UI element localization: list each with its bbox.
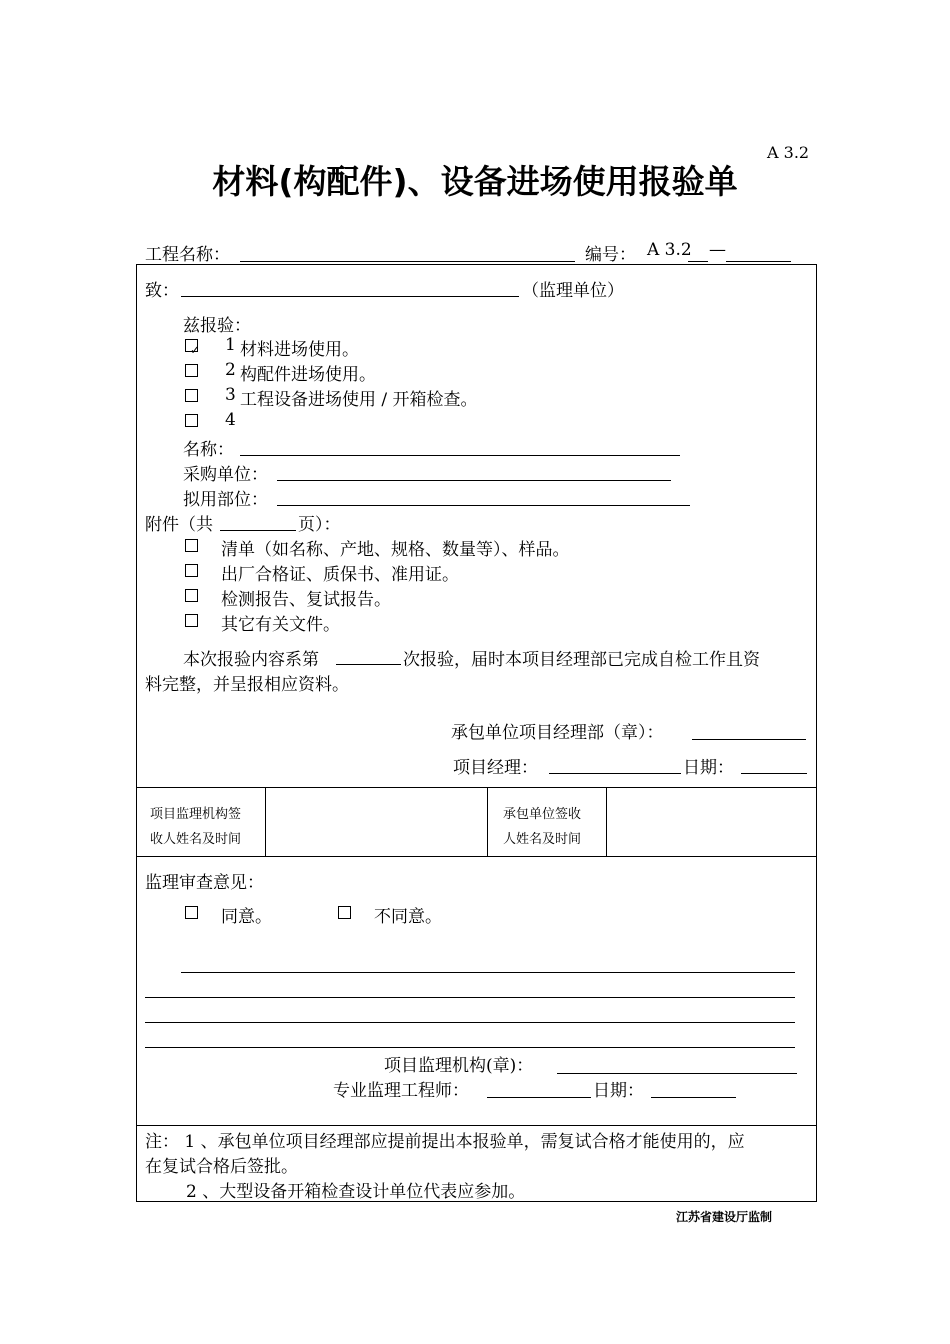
opinion-line-1[interactable]	[181, 972, 795, 973]
location-label: 拟用部位：	[183, 490, 268, 510]
project-name-label: 工程名称：	[145, 245, 230, 265]
attachment-checkbox-1[interactable]	[185, 539, 198, 552]
supervisor-receipt-label-1: 项目监理机构签	[150, 807, 242, 822]
manager-field[interactable]	[549, 773, 681, 774]
supervisor-receipt-cell[interactable]	[266, 788, 486, 855]
note-line-1: 注： 1 、承包单位项目经理部应提前提出本报验单，需复试合格才能使用的，应	[145, 1132, 745, 1152]
contractor-seal-field[interactable]	[692, 739, 806, 740]
agree-label: 同意。	[221, 907, 272, 927]
agree-checkbox[interactable]	[185, 906, 198, 919]
attachment-text-1: 清单（如名称、产地、规格、数量等）、样品。	[221, 540, 570, 560]
engineer-field[interactable]	[487, 1097, 591, 1098]
purchaser-field[interactable]	[277, 480, 671, 481]
statement-line2: 料完整，并呈报相应资料。	[145, 675, 349, 695]
check-mark-icon: ✓	[190, 343, 201, 357]
number-dash: —	[709, 240, 726, 260]
location-field[interactable]	[277, 505, 690, 506]
contractor-receipt-label-2: 人姓名及时间	[503, 832, 582, 847]
item-num-2: 2	[225, 360, 236, 380]
divider-3	[136, 1125, 817, 1126]
item-num-3: 3	[225, 385, 236, 405]
attach-suffix: 页）：	[298, 515, 341, 535]
project-name-field[interactable]	[240, 261, 575, 262]
attachment-text-2: 出厂合格证、质保书、准用证。	[221, 565, 459, 585]
org-seal-field[interactable]	[557, 1073, 797, 1074]
number-prefix: A 3.2	[647, 240, 692, 260]
attachment-text-4: 其它有关文件。	[221, 615, 340, 635]
item-num-4: 4	[225, 410, 236, 430]
item-text-3: 工程设备进场使用 / 开箱检查。	[240, 390, 478, 410]
footer-issuer: 江苏省建设厅监制	[676, 1210, 773, 1224]
attach-count-field[interactable]	[220, 530, 296, 531]
disagree-label: 不同意。	[374, 907, 442, 927]
supervisor-unit-field[interactable]	[181, 296, 519, 297]
number-field-2[interactable]	[726, 261, 791, 262]
item-checkbox-3[interactable]	[185, 389, 198, 402]
supervisor-receipt-label-2: 收人姓名及时间	[150, 832, 242, 847]
to-label: 致：	[145, 281, 179, 301]
name-label: 名称：	[183, 440, 234, 460]
item-text-1: 材料进场使用。	[240, 340, 359, 360]
name-field[interactable]	[240, 455, 680, 456]
intro-label: 兹报验：	[183, 316, 251, 336]
contractor-receipt-cell[interactable]	[607, 788, 816, 855]
page-title: 材料(构配件)、设备进场使用报验单	[212, 162, 738, 201]
attachment-checkbox-2[interactable]	[185, 564, 198, 577]
disagree-checkbox[interactable]	[338, 906, 351, 919]
contractor-receipt-label-1: 承包单位签收	[503, 807, 582, 822]
form-code: A 3.2	[767, 143, 810, 162]
note-line-2: 在复试合格后签批。	[145, 1157, 298, 1177]
manager-label: 项目经理：	[453, 758, 538, 778]
attach-prefix: 附件（共	[145, 515, 213, 535]
opinion-line-2[interactable]	[145, 997, 795, 998]
number-field-1[interactable]	[688, 261, 708, 262]
org-label: 项目监理机构(章)：	[384, 1056, 534, 1076]
review-date-label: 日期：	[593, 1081, 644, 1101]
item-text-2: 构配件进场使用。	[240, 365, 376, 385]
manager-date-field[interactable]	[741, 773, 807, 774]
divider-2	[136, 856, 817, 857]
opinion-line-4[interactable]	[145, 1047, 795, 1048]
receipt-divider-2	[487, 787, 488, 856]
item-num-1: 1	[225, 335, 236, 355]
attachment-text-3: 检测报告、复试报告。	[221, 590, 391, 610]
review-label: 监理审查意见：	[145, 873, 264, 893]
contractor-label: 承包单位项目经理部（章）：	[451, 723, 664, 743]
attachment-checkbox-4[interactable]	[185, 614, 198, 627]
statement-part1: 本次报验内容系第	[183, 650, 319, 670]
item-checkbox-4[interactable]	[185, 414, 198, 427]
statement-part2: 次报验，届时本项目经理部已完成自检工作且资	[403, 650, 760, 670]
purchaser-label: 采购单位：	[183, 465, 268, 485]
attachment-checkbox-3[interactable]	[185, 589, 198, 602]
number-label: 编号：	[585, 245, 636, 265]
to-suffix: （监理单位）	[522, 281, 624, 301]
item-checkbox-2[interactable]	[185, 364, 198, 377]
engineer-label: 专业监理工程师：	[333, 1081, 469, 1101]
manager-date-label: 日期：	[683, 758, 734, 778]
inspection-count-field[interactable]	[336, 664, 401, 665]
opinion-line-3[interactable]	[145, 1022, 795, 1023]
note-line-3: 2 、大型设备开箱检查设计单位代表应参加。	[186, 1182, 526, 1202]
review-date-field[interactable]	[651, 1097, 736, 1098]
